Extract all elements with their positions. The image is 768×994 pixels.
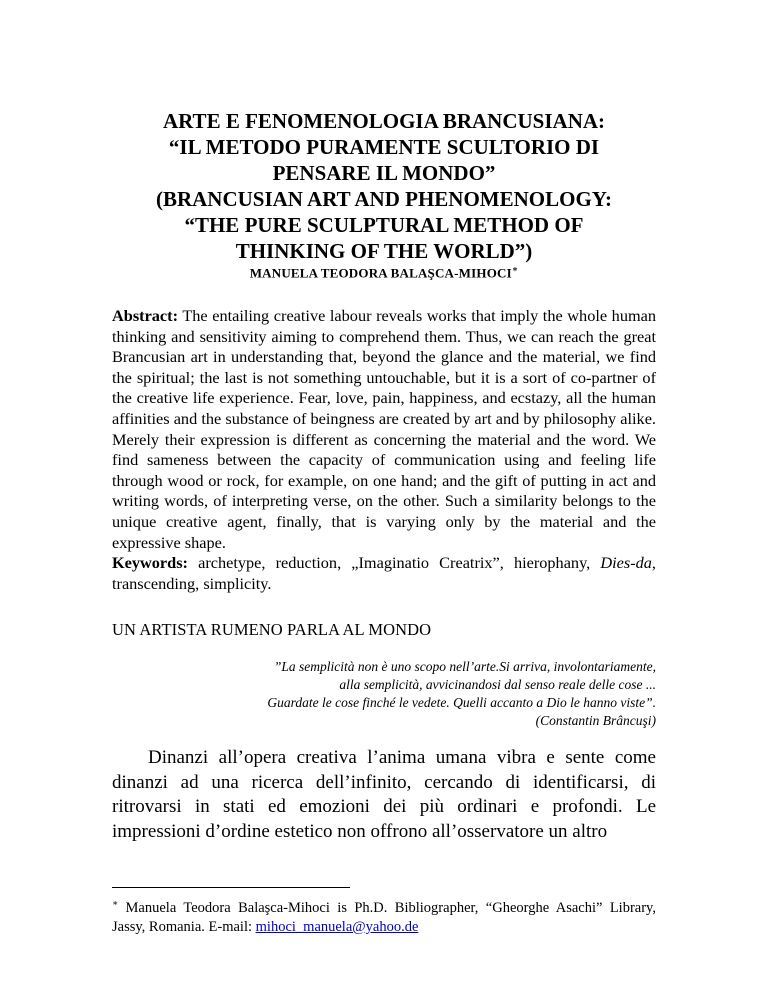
abstract-paragraph xyxy=(112,306,656,553)
paper-title xyxy=(100,108,668,264)
author-footnote-mark: ∗ xyxy=(511,264,519,274)
title-line: “THE PURE SCULPTURAL METHOD OF xyxy=(184,213,584,237)
title-line: “IL METODO PURAMENTE SCULTORIO DI xyxy=(168,135,600,159)
footnote-mark: ∗ xyxy=(112,898,119,908)
epigraph-line: ”La semplicità non è uno scopo nell’arte.Si arriva, involontariamente, xyxy=(273,659,656,674)
keywords-end: , transcending, simplicity. xyxy=(112,553,656,593)
epigraph xyxy=(216,658,656,730)
keywords-paragraph xyxy=(112,553,656,594)
author-name: MANUELA TEODORA BALAŞCA-MIHOCI xyxy=(249,265,512,281)
keywords-text: archetype, reduction, „Imaginatio Creatrix”, hierophany, xyxy=(187,553,601,573)
keywords-label: Keywords: xyxy=(112,553,188,573)
email-link[interactable]: mihoci_manuela@yahoo.de xyxy=(255,918,419,935)
abstract-label: Abstract: xyxy=(112,306,179,325)
abstract-text: The entailing creative labour reveals works that imply the whole human thinking and sensitivity aiming to comprehend them. Thus, we can reach the great Brancusian art in understanding that, beyond the glance and the material, we find the spiritual; the last is not something untouchable, but it is a sort of co-partner of the creative life experience. Fear, love, pain, happiness, and ecstazy, all the human affinities and the substance of beingness are created by art and by philosophy alike. Merely their expression is different as concerning the material and the word. We find sameness between the capacity of communication using and feeling life through wood or rock, for example, on one hand; and the gift of putting in act and writing words, of interpreting verse, on the other. Such a similarity belongs to the unique creative agent, finally, that is varying only by the material and the expressive shape. xyxy=(112,306,656,552)
title-line: ARTE E FENOMENOLOGIA BRANCUSIANA: xyxy=(162,109,606,133)
keywords-italic-term: Dies-da xyxy=(600,553,652,573)
title-line: (BRANCUSIAN ART AND PHENOMENOLOGY: xyxy=(155,187,613,211)
title-line: THINKING OF THE WORLD”) xyxy=(235,239,533,263)
epigraph-line: Guardate le cose finché le vedete. Quelli accanto a Dio le hanno viste”. xyxy=(267,695,656,710)
epigraph-attribution: (Constantin Brâncuşi) xyxy=(535,713,656,728)
footnote xyxy=(112,894,656,937)
footnote-divider xyxy=(112,887,350,888)
body-paragraph: Dinanzi all’opera creativa l’anima umana vibra e sente come dinanzi ad una ricerca dell’infinito, cercando di identificarsi, di ritrovarsi in stati ed emozioni dei più ordinari e profondi. Le impressioni d’ordine estetico non offrono all’osservatore un altro xyxy=(112,747,656,842)
footnote-text: Manuela Teodora Balaşca-Mihoci is Ph.D. Bibliographer, “Gheorghe Asachi” Library, Jassy, Romania. E-mail: xyxy=(112,899,656,935)
section-heading: UN ARTISTA RUMENO PARLA AL MONDO xyxy=(112,620,432,639)
epigraph-line: alla semplicità, avvicinandosi dal senso reale delle cose ... xyxy=(339,677,656,692)
author-byline xyxy=(100,264,668,281)
abstract-block xyxy=(112,306,656,594)
title-line: PENSARE IL MONDO” xyxy=(272,161,496,185)
